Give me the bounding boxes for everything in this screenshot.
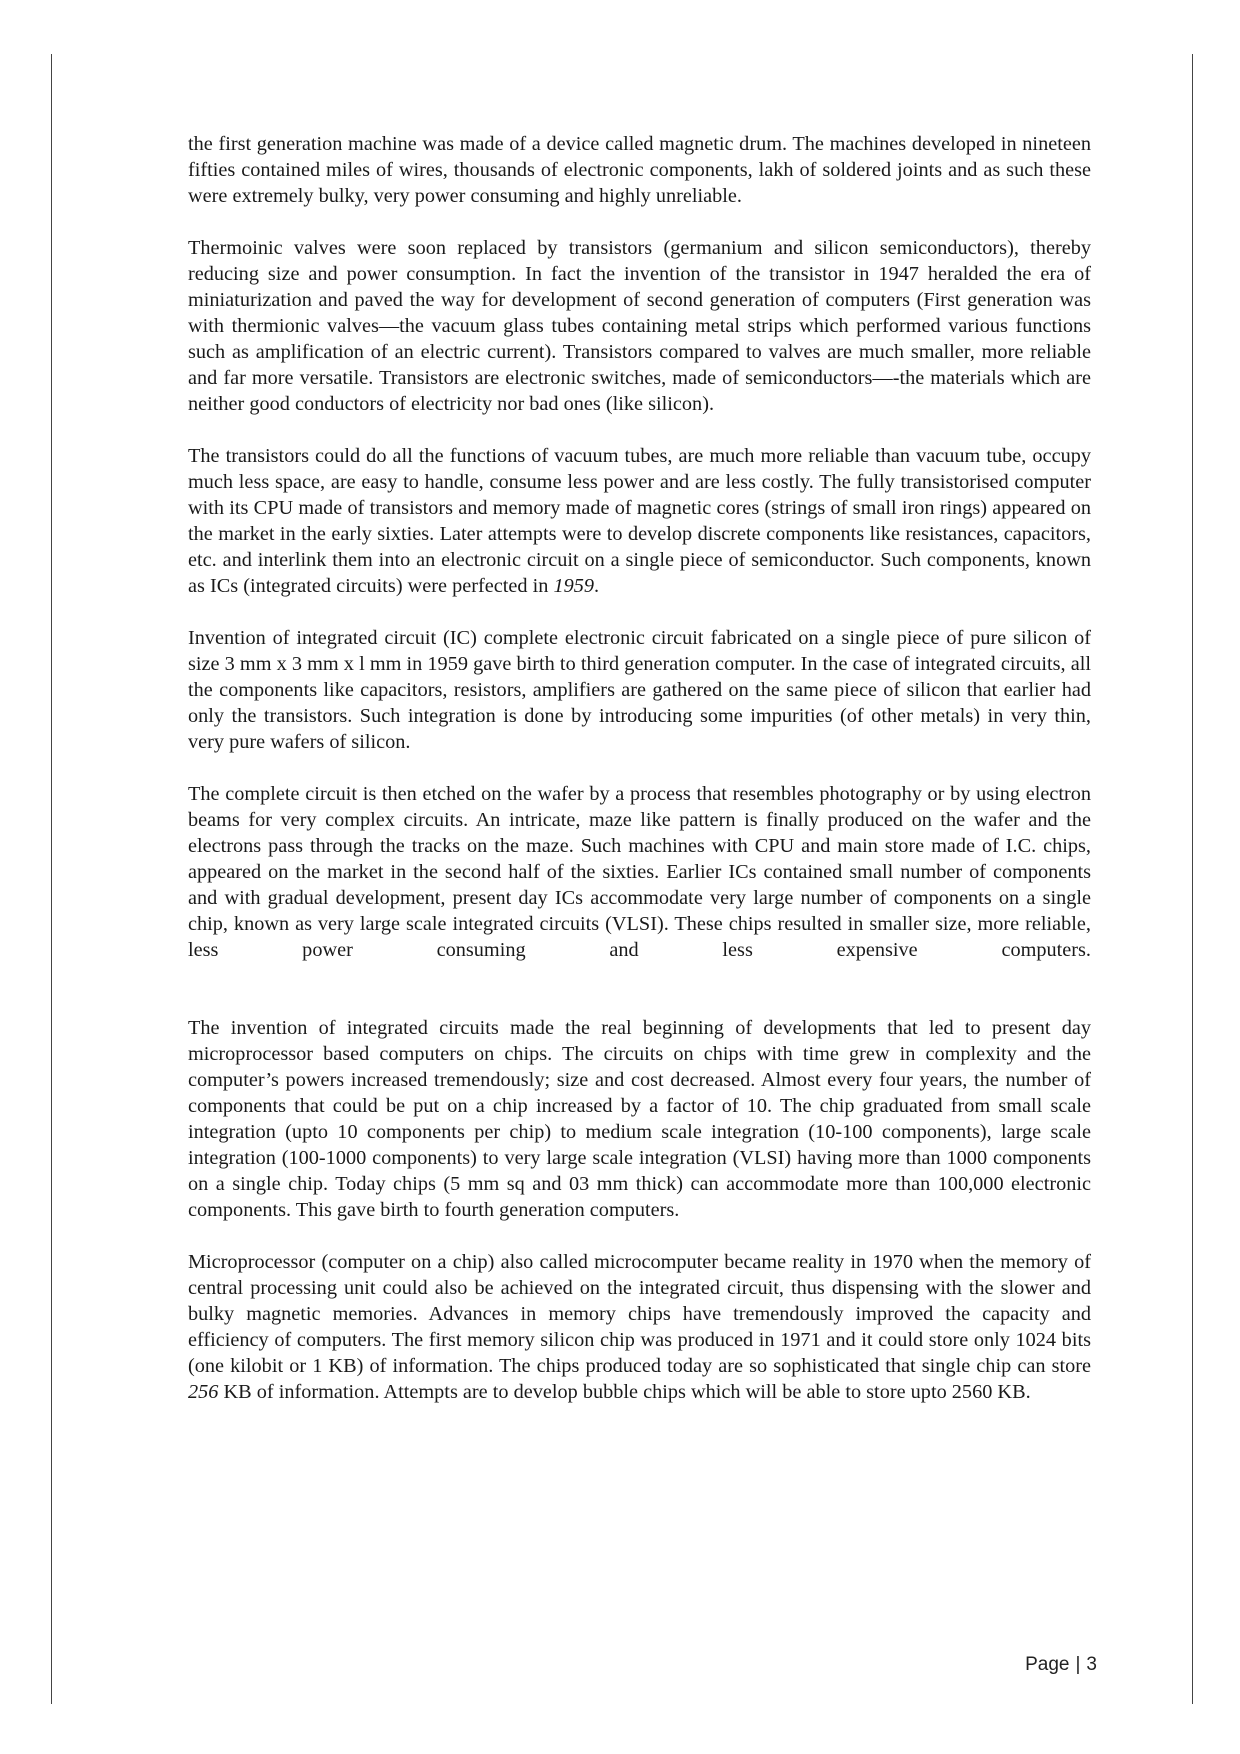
paragraph-gap <box>188 599 1091 625</box>
paragraph-magnetic-drum: the first generation machine was made of a device called magnetic drum. The machines developed in nineteen fifties contained miles of wires, thousands of electronic components, lakh of soldered joints and as such these were extremely bulky, very power consuming and highly unreliable. <box>188 133 1091 207</box>
page-footer <box>1025 1654 1097 1676</box>
paragraph-gap <box>188 417 1091 443</box>
paragraph-text-end: KB of information. Attempts are to develop bubble chips which will be able to store upto 2560 KB. <box>218 1381 1031 1403</box>
paragraph-gap <box>188 755 1091 781</box>
page-separator: | <box>1075 1654 1081 1675</box>
paragraph-etching: The complete circuit is then etched on the wafer by a process that resembles photography or by using electron beams for very complex circuits. An intricate, maze like pattern is finally produced on the wafer and the electrons pass through the tracks on the maze. Such machines with CPU and main store made of I.C. chips, appeared on the market in the second half of the sixties. Earlier ICs contained small number of components and with gradual development, present day ICs accommodate very large number of components on a single chip, known as very large scale integrated circuits (VLSI). These chips resulted in smaller size, more reliable, less power consuming and less expensive computers. <box>188 783 1091 961</box>
paragraph-text: The transistors could do all the functions of vacuum tubes, are much more reliable than vacuum tube, occupy much less space, are easy to handle, consume less power and are less costly. The fully transistorised computer with its CPU made of transistors and memory made of magnetic cores (strings of small iron rings) appeared on the market in the early sixties. Later attempts were to develop discrete components like resistances, capacitors, etc. and interlink them into an electronic circuit on a single piece of semiconductor. Such components, known as ICs (integrated circuits) were perfected in <box>188 445 1091 597</box>
italic-capacity: 256 <box>188 1381 219 1403</box>
italic-year: 1959 <box>553 575 595 597</box>
paragraph-transistor-functions <box>188 443 1091 599</box>
paragraph-text: Microprocessor (computer on a chip) also called microcomputer became reality in 1970 when the memory of central processing unit could also be achieved on the integrated circuit, thus dispensing with the slower and bulky magnetic memories. Advances in memory chips have tremendously improved the capacity and efficiency of computers. The first memory silicon chip was produced in 1971 and it could store only 1024 bits (one kilobit or 1 KB) of information. The chips produced today are so sophisticated that single chip can store <box>188 1251 1091 1377</box>
paragraph-integrated-circuit: Invention of integrated circuit (IC) complete electronic circuit fabricated on a single piece of pure silicon of size 3 mm x 3 mm x l mm in 1959 gave birth to third generation computer. In the case of integrated circuits, all the components like capacitors, resistors, amplifiers are gathered on the same piece of silicon that earlier had only the transistors. Such integration is done by introducing some impurities (of other metals) in very thin, very pure wafers of silicon. <box>188 627 1091 753</box>
page-border-left <box>51 54 52 1704</box>
page-label: Page <box>1025 1654 1070 1675</box>
paragraph-gap-double <box>188 963 1091 1015</box>
document-body <box>188 131 1091 1405</box>
page-number: 3 <box>1086 1654 1097 1675</box>
paragraph-microprocessor-beginnings: The invention of integrated circuits made the real beginning of developments that led to present day microprocessor based computers on chips. The circuits on chips with time grew in complexity and the computer’s powers increased tremendously; size and cost decreased. Almost every four years, the number of components that could be put on a chip increased by a factor of 10. The chip graduated from small scale integration (upto 10 components per chip) to medium scale integration (10-100 components), large scale integration (100-1000 components) to very large scale integration (VLSI) having more than 1000 components on a single chip. Today chips (5 mm sq and 03 mm thick) can accommodate more than 100,000 electronic components. This gave birth to fourth generation computers. <box>188 1017 1091 1221</box>
paragraph-gap <box>188 209 1091 235</box>
page-border-right <box>1192 54 1193 1704</box>
paragraph-microprocessor-memory <box>188 1249 1091 1405</box>
paragraph-gap <box>188 1223 1091 1249</box>
paragraph-text-end: . <box>594 575 600 597</box>
paragraph-transistors-intro: Thermoinic valves were soon replaced by transistors (germanium and silicon semiconductors), thereby reducing size and power consumption. In fact the invention of the transistor in 1947 heralded the era of miniaturization and paved the way for development of second generation of computers (First generation was with thermionic valves—the vacuum glass tubes containing metal strips which performed various functions such as amplification of an electric current). Transistors compared to valves are much smaller, more reliable and far more versatile. Transistors are electronic switches, made of semiconductors—-the materials which are neither good conductors of electricity nor bad ones (like silicon). <box>188 237 1091 415</box>
